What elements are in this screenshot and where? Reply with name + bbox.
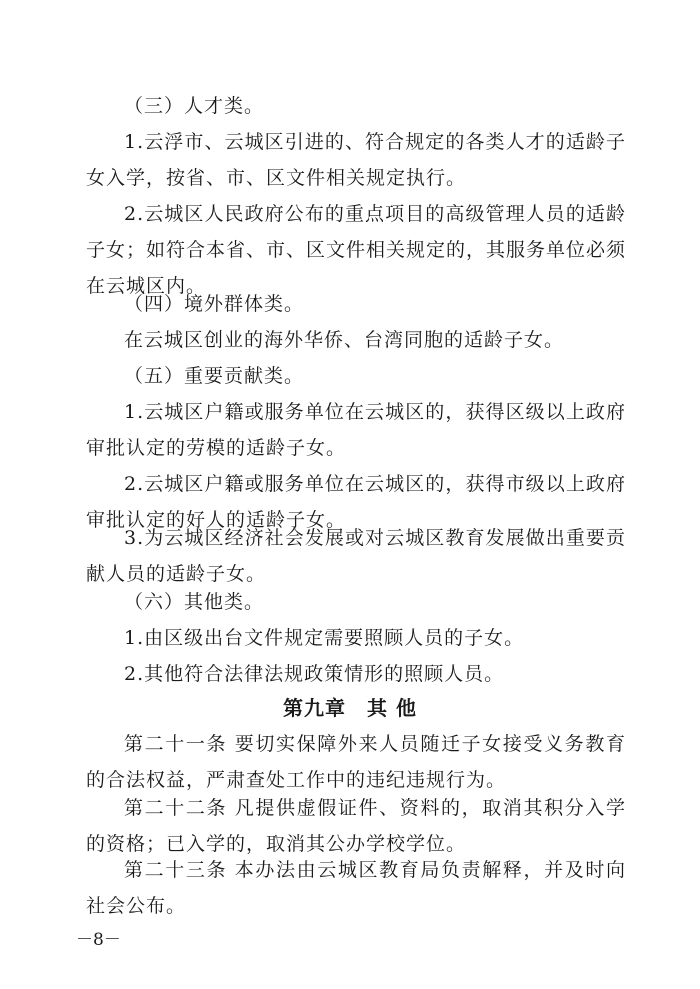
contribution-item-1: 1.云城区户籍或服务单位在云城区的，获得区级以上政府审批认定的劳模的适龄子女。	[86, 401, 626, 459]
contribution-item-2: 2.云城区户籍或服务单位在云城区的，获得市级以上政府审批认定的好人的适龄子女。	[86, 473, 626, 531]
contribution-item-3: 3.为云城区经济社会发展或对云城区教育发展做出重要贡献人员的适龄子女。	[86, 527, 626, 585]
article-22: 第二十二条 凡提供虚假证件、资料的，取消其积分入学的资格；已入学的，取消其公办学校学位。	[86, 797, 626, 855]
chapter-title: 第九章 其 他	[283, 696, 417, 720]
page-number: －8－	[76, 930, 121, 950]
section-talent-heading: （三）人才类。	[124, 95, 265, 117]
other-item-2: 2.其他符合法律法规政策情形的照顾人员。	[124, 663, 505, 685]
talent-item-2: 2.云城区人民政府公布的重点项目的高级管理人员的适龄子女；如符合本省、市、区文件相关规定的，其服务单位必须在云城区内。	[86, 203, 627, 297]
section-overseas-heading: （四）境外群体类。	[124, 293, 305, 315]
talent-item-1: 1.云浮市、云城区引进的、符合规定的各类人才的适龄子女入学，按省、市、区文件相关规定执行。	[86, 131, 626, 189]
article-21: 第二十一条 要切实保障外来人员随迁子女接受义务教育的合法权益，严肃查处工作中的违纪违规行为。	[86, 733, 626, 791]
overseas-item-1: 在云城区创业的海外华侨、台湾同胞的适龄子女。	[124, 329, 565, 351]
other-item-1: 1.由区级出台文件规定需要照顾人员的子女。	[124, 627, 525, 649]
article-23: 第二十三条 本办法由云城区教育局负责解释，并及时向社会公布。	[86, 859, 626, 917]
section-contribution-heading: （五）重要贡献类。	[124, 365, 305, 387]
section-other-heading: （六）其他类。	[124, 591, 265, 613]
